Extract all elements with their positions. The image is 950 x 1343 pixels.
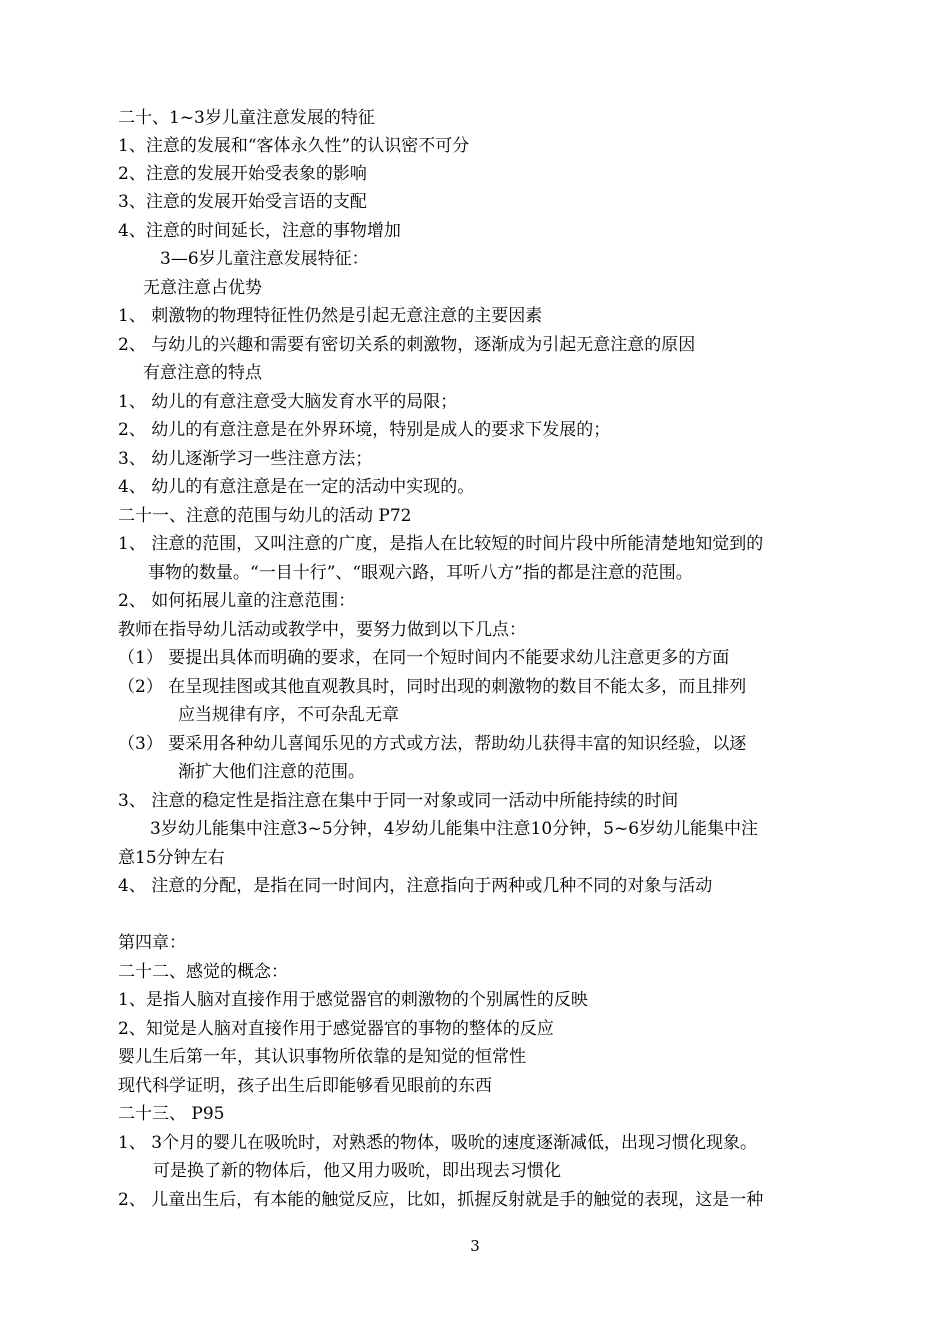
chapter-heading: 第四章： xyxy=(118,933,186,953)
text-line: 2、 儿童出生后，有本能的触觉反应，比如，抓握反射就是手的触觉的表现，这是一种 xyxy=(118,1190,764,1210)
text-line: 4、 幼儿的有意注意是在一定的活动中实现的。 xyxy=(118,477,475,497)
text-line-continuation: 事物的数量。“一目十行”、“眼观六路，耳听八方”指的都是注意的范围。 xyxy=(148,563,693,583)
text-line: 1、 刺激物的物理特征性仍然是引起无意注意的主要因素 xyxy=(118,306,543,326)
text-line: 1、 3个月的婴儿在吸吮时，对熟悉的物体，吸吮的速度逐渐减低，出现习惯化现象。 xyxy=(118,1133,758,1153)
text-line: 1、 注意的范围，又叫注意的广度，是指人在比较短的时间片段中所能清楚地知觉到的 xyxy=(118,534,764,554)
section-heading-22: 二十二、感觉的概念： xyxy=(118,962,288,982)
text-line: 现代科学证明，孩子出生后即能够看见眼前的东西 xyxy=(118,1076,492,1096)
section-heading-21: 二十一、注意的范围与幼儿的活动 P72 xyxy=(118,506,412,526)
text-line: 意15分钟左右 xyxy=(118,848,225,868)
subheading: 有意注意的特点 xyxy=(143,363,262,383)
text-line: 3岁幼儿能集中注意3~5分钟，4岁幼儿能集中注意10分钟，5~6岁幼儿能集中注 xyxy=(150,819,759,839)
list-item: （2） 在呈现挂图或其他直观教具时，同时出现的刺激物的数目不能太多，而且排列 xyxy=(118,677,747,697)
text-line: 1、是指人脑对直接作用于感觉器官的刺激物的个别属性的反映 xyxy=(118,990,588,1010)
text-line-continuation: 渐扩大他们注意的范围。 xyxy=(178,762,365,782)
text-line: 2、注意的发展开始受表象的影响 xyxy=(118,164,367,184)
text-line: 2、 与幼儿的兴趣和需要有密切关系的刺激物，逐渐成为引起无意注意的原因 xyxy=(118,335,696,355)
text-line-continuation: 应当规律有序，不可杂乱无章 xyxy=(178,705,399,725)
text-line: 婴儿生后第一年，其认识事物所依靠的是知觉的恒常性 xyxy=(118,1047,526,1067)
text-line: 3、注意的发展开始受言语的支配 xyxy=(118,192,367,212)
page-number: 3 xyxy=(470,1237,480,1255)
subheading: 3—6岁儿童注意发展特征： xyxy=(160,249,369,269)
subheading: 无意注意占优势 xyxy=(143,278,262,298)
text-line: 教师在指导幼儿活动或教学中，要努力做到以下几点： xyxy=(118,620,526,640)
section-heading-23: 二十三、 P95 xyxy=(118,1104,225,1124)
text-line: 3、 注意的稳定性是指注意在集中于同一对象或同一活动中所能持续的时间 xyxy=(118,791,679,811)
section-heading-20: 二十、1~3岁儿童注意发展的特征 xyxy=(118,108,375,128)
list-item: （3） 要采用各种幼儿喜闻乐见的方式或方法，帮助幼儿获得丰富的知识经验，以逐 xyxy=(118,734,747,754)
text-line: 2、知觉是人脑对直接作用于感觉器官的事物的整体的反应 xyxy=(118,1019,554,1039)
text-line: 4、 注意的分配，是指在同一时间内，注意指向于两种或几种不同的对象与活动 xyxy=(118,876,713,896)
text-line: 2、 幼儿的有意注意是在外界环境，特别是成人的要求下发展的； xyxy=(118,420,611,440)
text-line: 4、注意的时间延长，注意的事物增加 xyxy=(118,221,401,241)
text-line: 1、 幼儿的有意注意受大脑发育水平的局限； xyxy=(118,392,458,412)
list-item: （1） 要提出具体而明确的要求，在同一个短时间内不能要求幼儿注意更多的方面 xyxy=(118,648,730,668)
text-line: 2、 如何拓展儿童的注意范围： xyxy=(118,591,356,611)
text-line: 1、注意的发展和“客体永久性”的认识密不可分 xyxy=(118,136,470,156)
text-line-continuation: 可是换了新的物体后，他又用力吸吮，即出现去习惯化 xyxy=(153,1161,561,1181)
text-line: 3、 幼儿逐渐学习一些注意方法； xyxy=(118,449,373,469)
